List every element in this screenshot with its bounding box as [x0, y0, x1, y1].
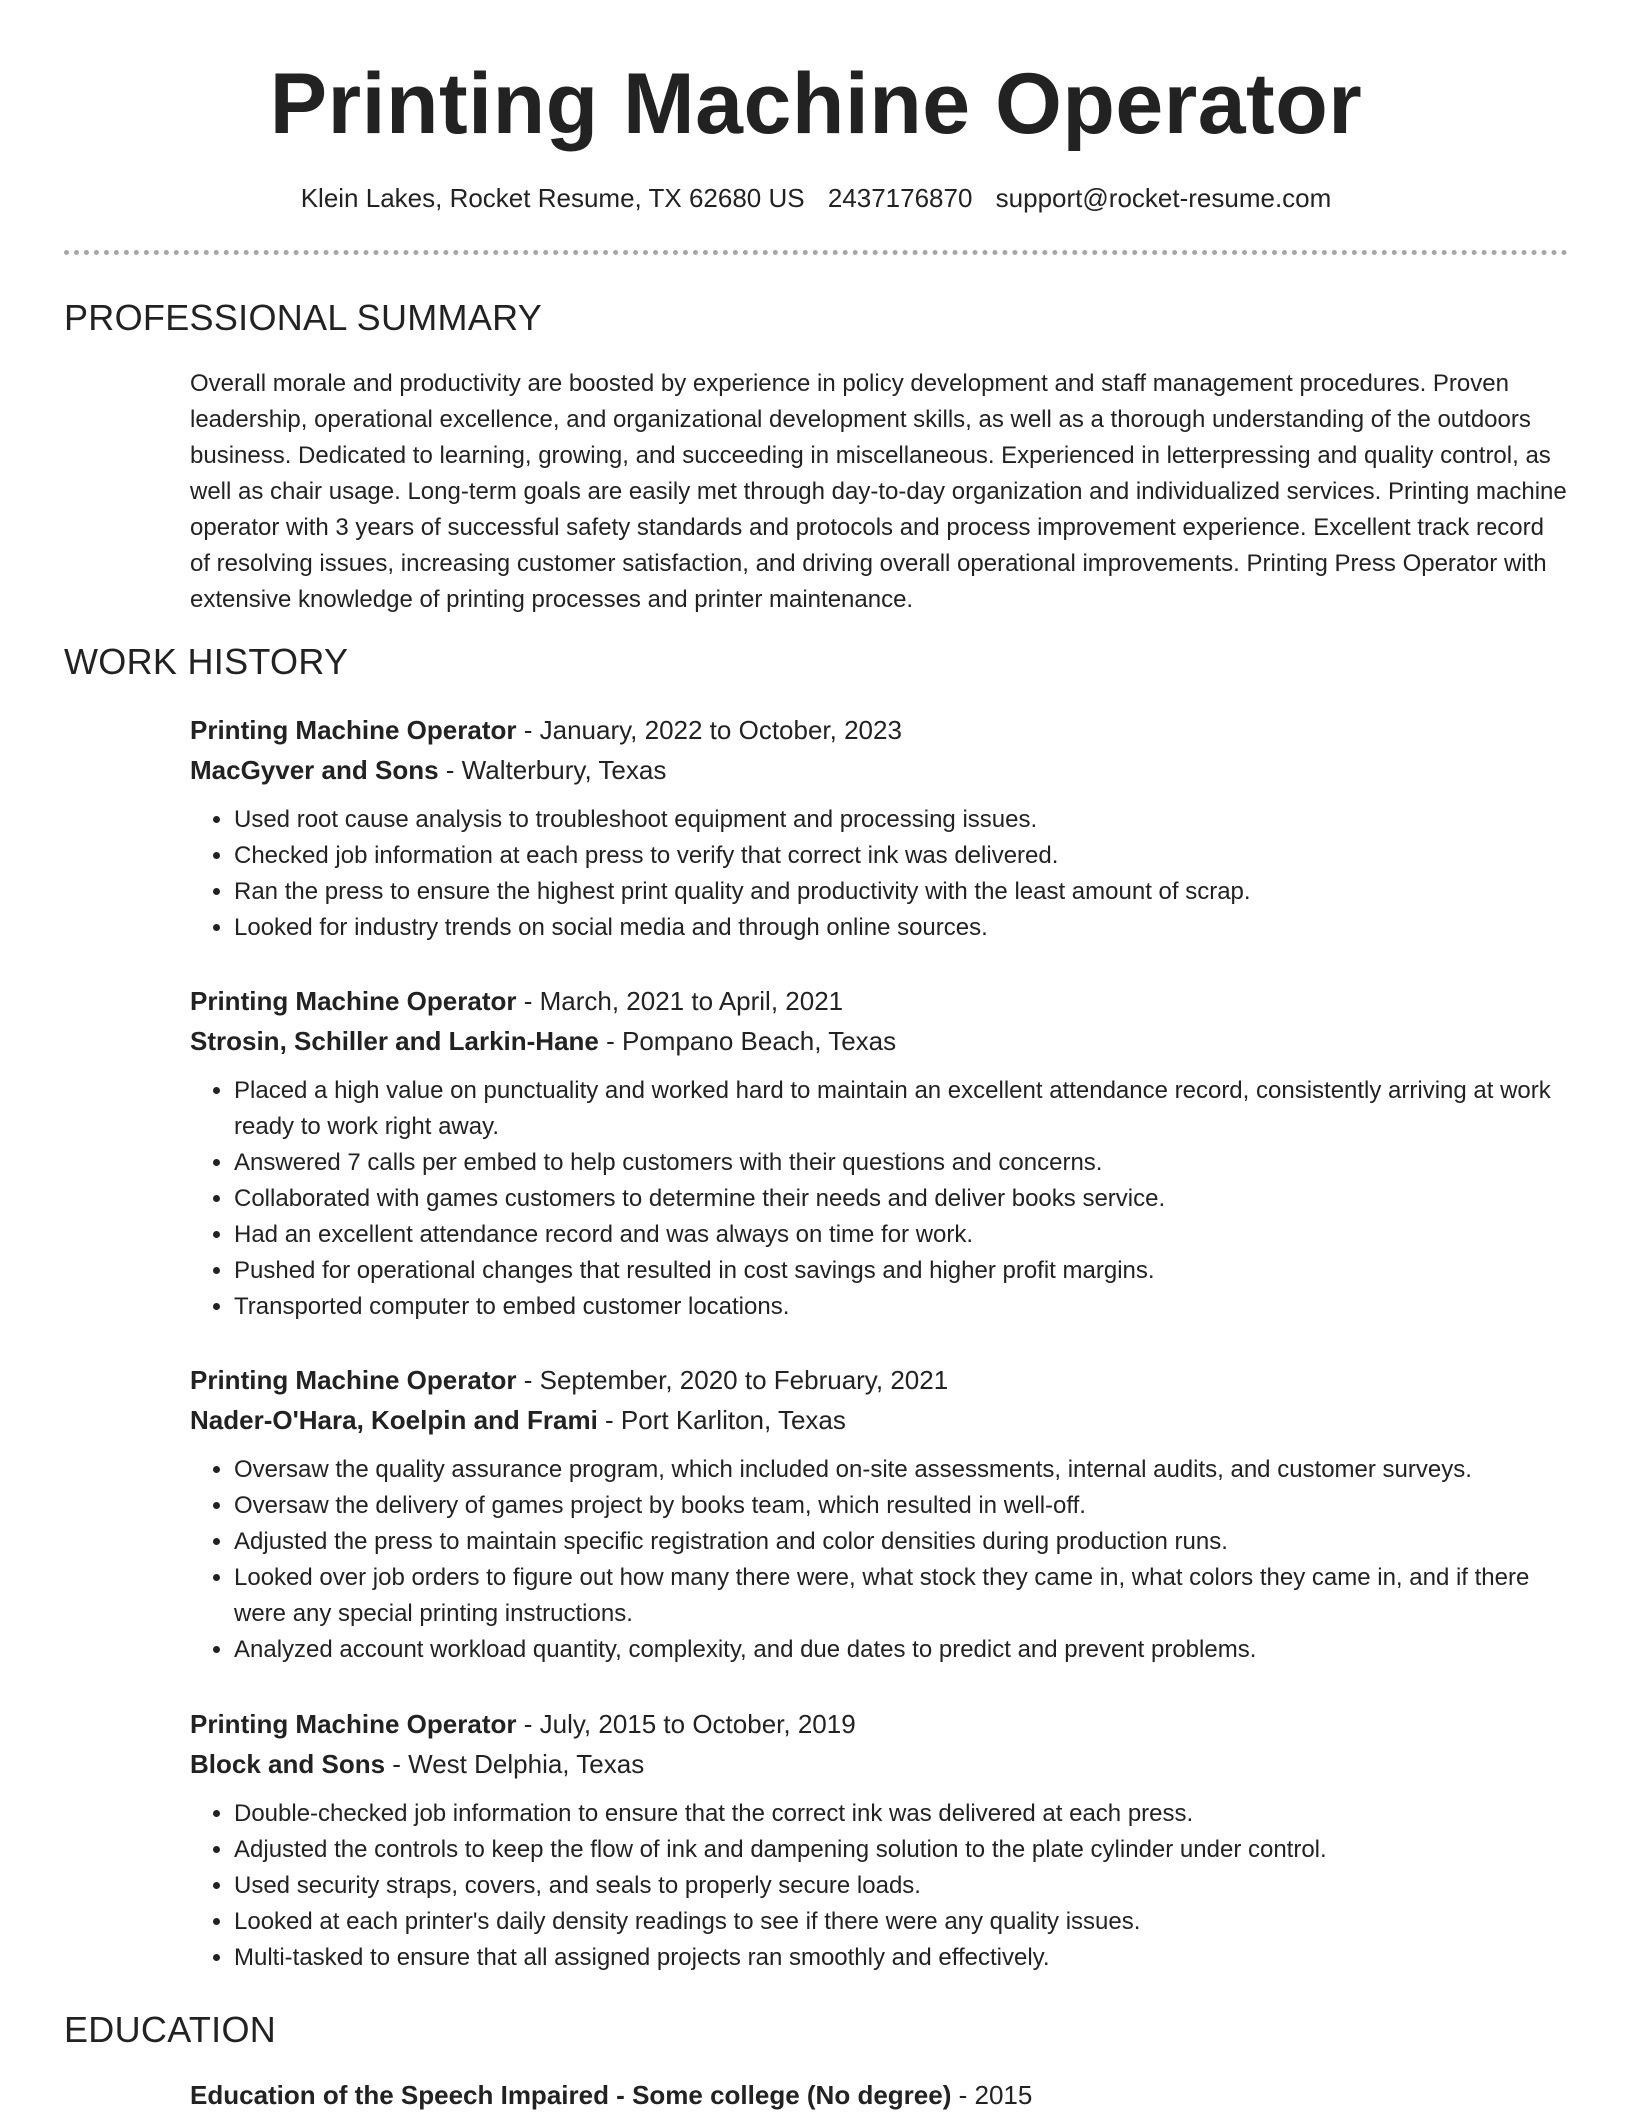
job-bullet: • Looked over job orders to figure out how many there were, what stock they came in, what colors they came in, and if there were any special printing instructions.	[234, 1560, 1568, 1632]
job-company: Nader-O'Hara, Koelpin and Frami	[190, 1405, 598, 1435]
job-title-line	[190, 981, 1568, 1021]
job-bullet: • Looked for industry trends on social media and through online sources.	[234, 910, 1568, 946]
contact-line	[0, 180, 1632, 216]
job-bullet: • Placed a high value on punctuality and worked hard to maintain an excellent attendance record, consistently arriving at work ready to work right away.	[234, 1073, 1568, 1145]
job-company-line	[190, 750, 1568, 790]
job-company: Strosin, Schiller and Larkin-Hane	[190, 1026, 599, 1056]
job-company-line	[190, 1400, 1568, 1440]
job-title-line	[190, 1360, 1568, 1400]
job-bullet: • Ran the press to ensure the highest print quality and productivity with the least amount of scrap.	[234, 874, 1568, 910]
contact-email: support@rocket-resume.com	[995, 183, 1332, 213]
section-title-education: EDUCATION	[64, 2009, 277, 2050]
job-position: Printing Machine Operator	[190, 1365, 517, 1395]
job-bullets	[190, 1452, 1568, 1668]
job-entry	[190, 981, 1568, 1325]
education-year: - 2015	[951, 2080, 1033, 2110]
job-bullet: • Used security straps, covers, and seals to properly secure loads.	[234, 1868, 1568, 1904]
contact-phone: 2437176870	[827, 183, 973, 213]
job-position: Printing Machine Operator	[190, 1709, 517, 1739]
job-bullets	[190, 1073, 1568, 1325]
job-dates: - March, 2021 to April, 2021	[516, 986, 844, 1016]
job-bullet: • Collaborated with games customers to determine their needs and deliver books service.	[234, 1181, 1568, 1217]
job-company: MacGyver and Sons	[190, 755, 439, 785]
job-bullet: • Looked at each printer's daily density readings to see if there were any quality issues.	[234, 1904, 1568, 1940]
job-entry	[190, 710, 1568, 946]
section-title-work-history: WORK HISTORY	[64, 641, 349, 682]
job-company-line	[190, 1744, 1568, 1784]
job-location: - West Delphia, Texas	[385, 1749, 645, 1779]
job-bullet: • Adjusted the press to maintain specific registration and color densities during production runs.	[234, 1524, 1568, 1560]
section-title-summary: PROFESSIONAL SUMMARY	[64, 297, 543, 338]
education-degree: Education of the Speech Impaired - Some college (No degree)	[190, 2080, 952, 2110]
job-title-line	[190, 710, 1568, 750]
summary-text: Overall morale and productivity are boosted by experience in policy development and staff management procedures. Proven leadership, operational excellence, and organizational development skills, as well as a thorough understanding of the outdoors business. Dedicated to learning, growing, and succeeding in miscellaneous. Experienced in letterpressing and quality control, as well as chair usage. Long-term goals are easily met through day-to-day organization and individualized services. Printing machine operator with 3 years of successful safety standards and protocols and process improvement experience. Excellent track record of resolving issues, increasing customer satisfaction, and driving overall operational improvements. Printing Press Operator with extensive knowledge of printing processes and printer maintenance.	[190, 370, 1567, 613]
job-company: Block and Sons	[190, 1749, 386, 1779]
job-dates: - July, 2015 to October, 2019	[516, 1709, 856, 1739]
job-bullet: • Double-checked job information to ensure that the correct ink was delivered at each press.	[234, 1796, 1568, 1832]
job-bullet: • Multi-tasked to ensure that all assigned projects ran smoothly and effectively.	[234, 1940, 1568, 1976]
job-bullet: • Oversaw the quality assurance program, which included on-site assessments, internal audits, and customer surveys.	[234, 1452, 1568, 1488]
job-company-line	[190, 1021, 1568, 1061]
job-bullet: • Answered 7 calls per embed to help customers with their questions and concerns.	[234, 1145, 1568, 1181]
job-position: Printing Machine Operator	[190, 986, 517, 1016]
contact-address: Klein Lakes, Rocket Resume, TX 62680 US	[300, 183, 805, 213]
job-dates: - September, 2020 to February, 2021	[516, 1365, 949, 1395]
job-title-line	[190, 1704, 1568, 1744]
job-bullet: • Used root cause analysis to troubleshoot equipment and processing issues.	[234, 802, 1568, 838]
header-divider	[64, 250, 1568, 255]
job-entry	[190, 1360, 1568, 1668]
job-location: - Port Karliton, Texas	[597, 1405, 846, 1435]
job-location: - Pompano Beach, Texas	[598, 1026, 897, 1056]
job-bullet: • Analyzed account workload quantity, complexity, and due dates to predict and prevent problems.	[234, 1632, 1568, 1668]
job-bullet: • Transported computer to embed customer locations.	[234, 1289, 1568, 1325]
job-location: - Walterbury, Texas	[438, 755, 667, 785]
job-bullets	[190, 802, 1568, 946]
job-bullets	[190, 1796, 1568, 1976]
job-entry	[190, 1704, 1568, 1976]
job-bullet: • Had an excellent attendance record and was always on time for work.	[234, 1217, 1568, 1253]
resume-name: Printing Machine Operator	[269, 56, 1363, 152]
job-position: Printing Machine Operator	[190, 715, 517, 745]
job-dates: - January, 2022 to October, 2023	[516, 715, 902, 745]
education-entry	[190, 2077, 1568, 2113]
job-bullet: • Pushed for operational changes that resulted in cost savings and higher profit margins.	[234, 1253, 1568, 1289]
job-bullet: • Checked job information at each press to verify that correct ink was delivered.	[234, 838, 1568, 874]
job-bullet: • Oversaw the delivery of games project by books team, which resulted in well-off.	[234, 1488, 1568, 1524]
job-bullet: • Adjusted the controls to keep the flow of ink and dampening solution to the plate cylinder under control.	[234, 1832, 1568, 1868]
